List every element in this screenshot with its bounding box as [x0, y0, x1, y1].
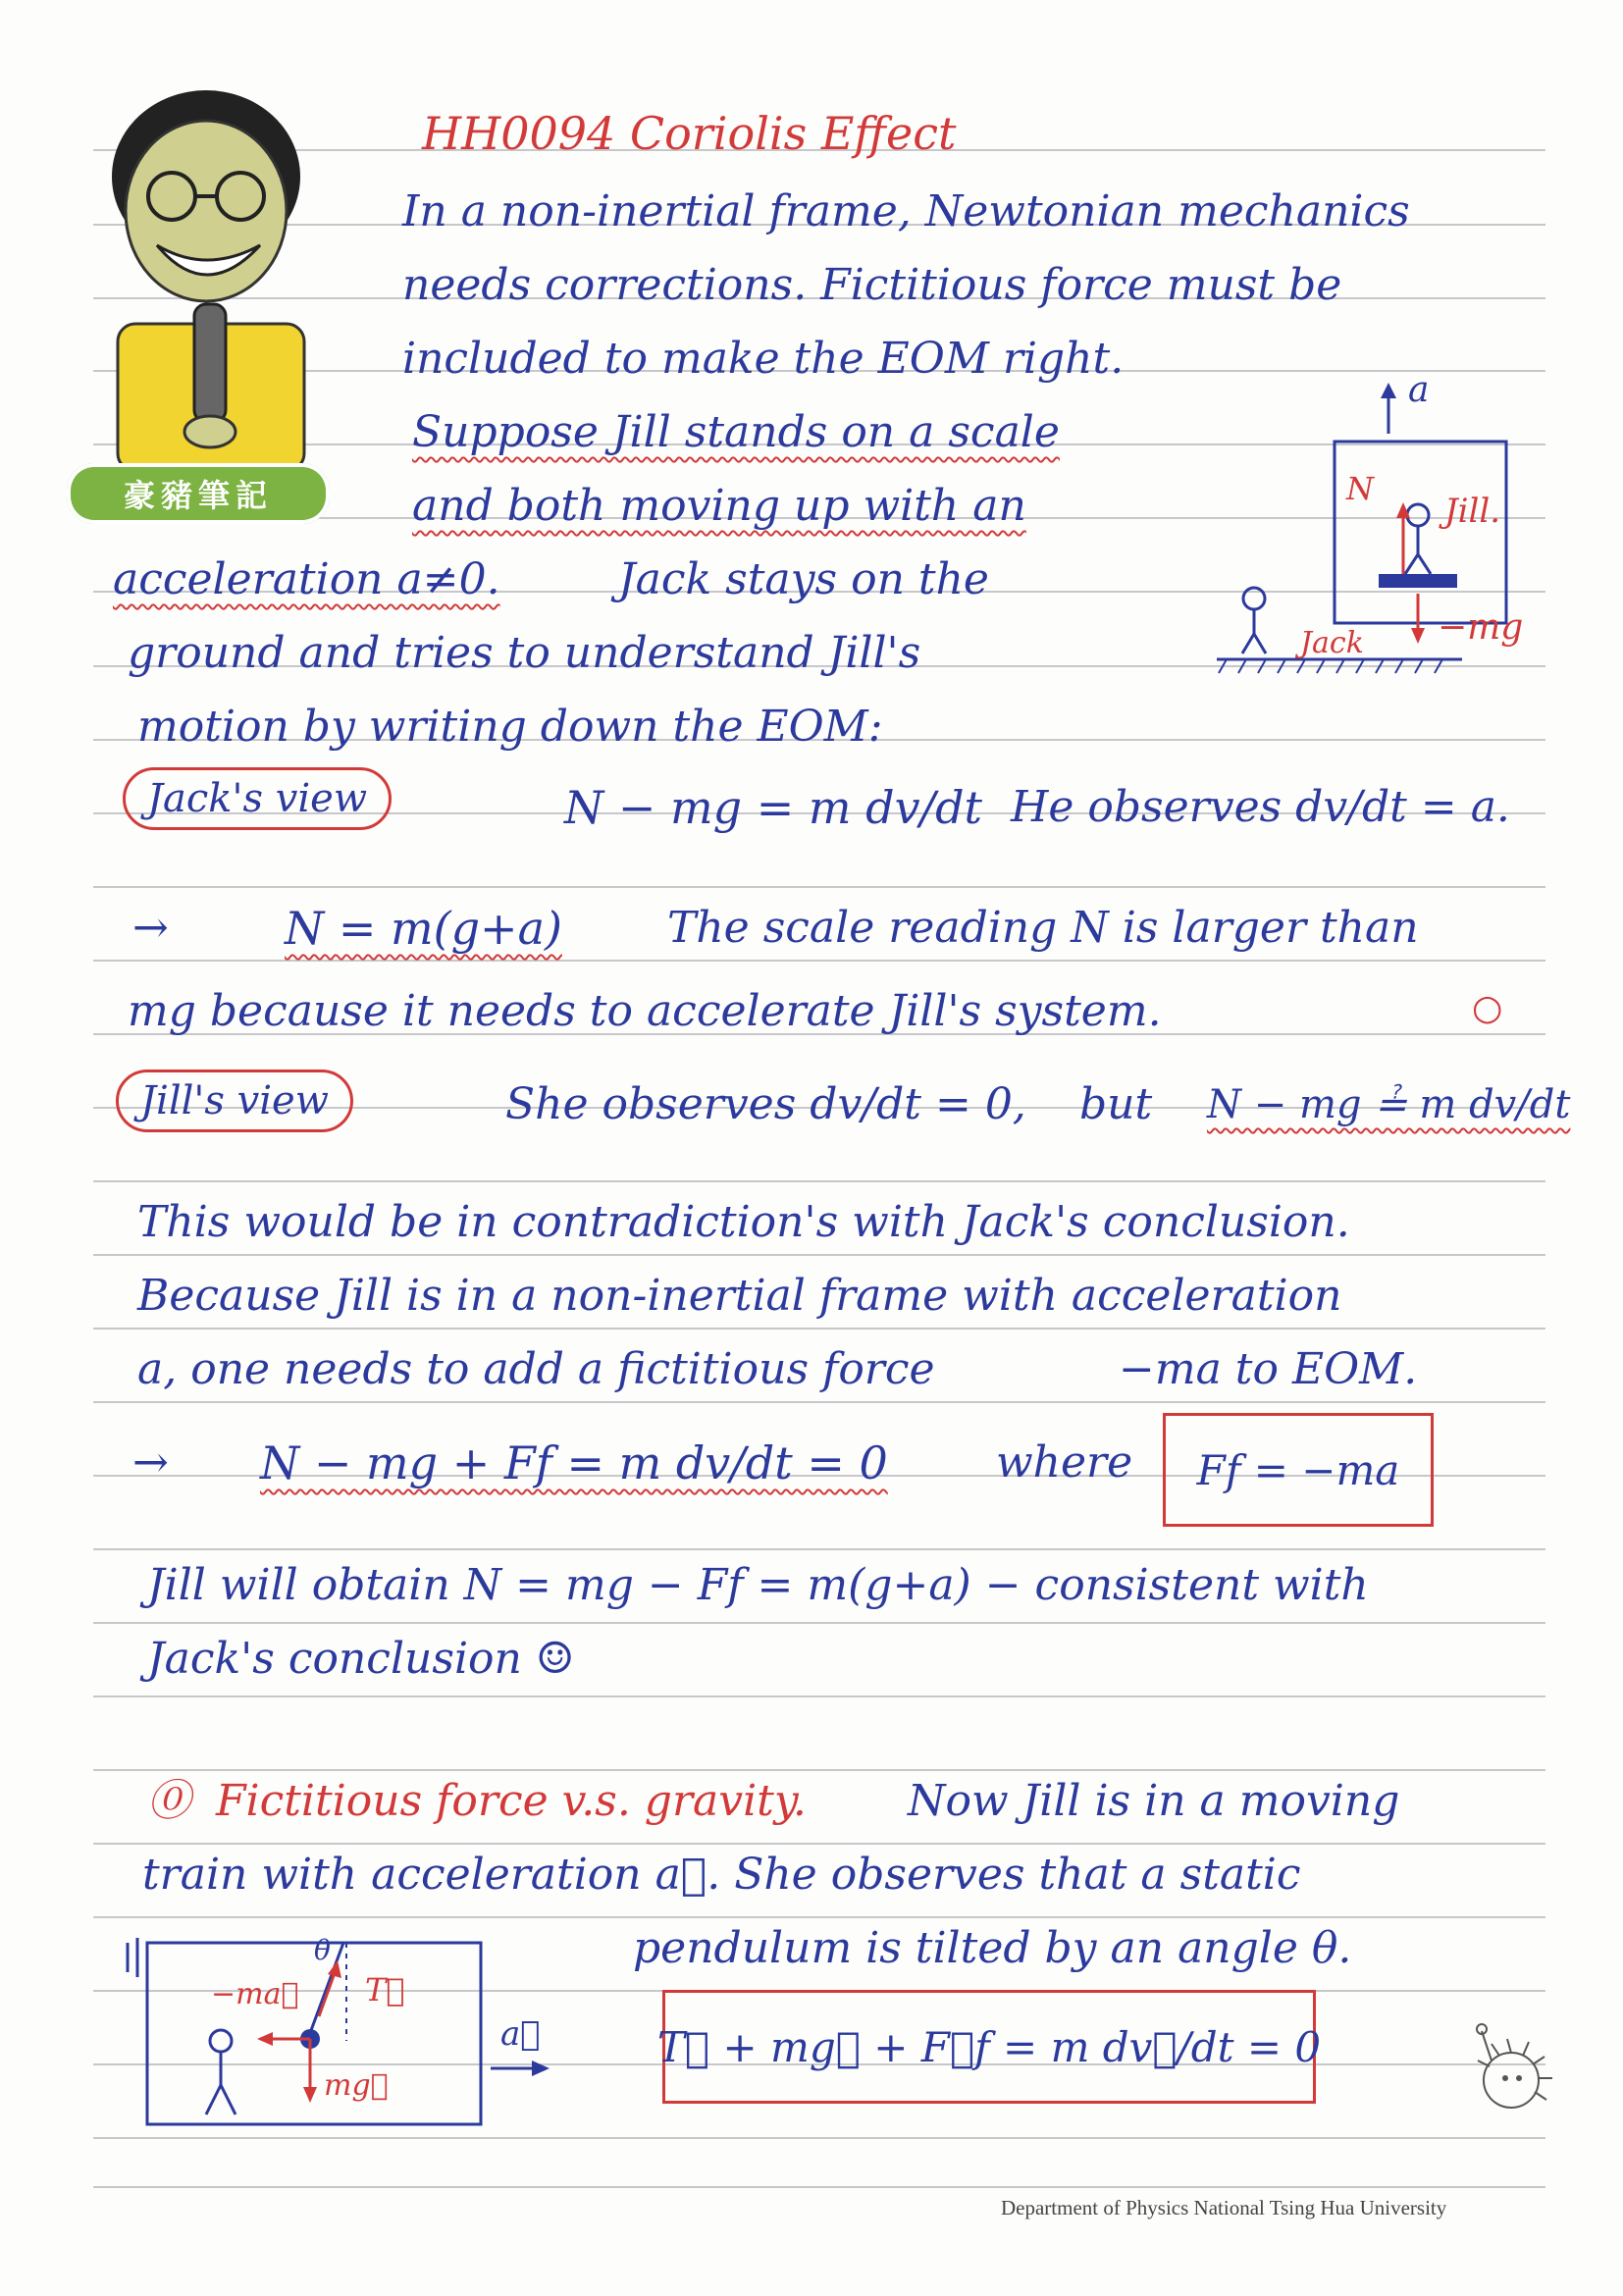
fictitious-force-box: Ff = −ma — [1163, 1413, 1434, 1527]
jack-view-label: Jack's view — [123, 767, 392, 830]
arrow-1: → — [132, 903, 169, 953]
jill-view-circle: ○ — [1472, 988, 1503, 1028]
gravity-line-2: train with acceleration a⃗. She observes that a static — [142, 1850, 1301, 1900]
jill-view-observation: She observes dv/dt = 0, — [505, 1079, 1026, 1129]
jill-view-equation: N − mg ≟ m dv/dt — [1207, 1082, 1571, 1127]
jill-view-label: Jill's view — [116, 1070, 353, 1132]
diagram2-mg-label: mg⃗ — [324, 2068, 389, 2103]
intro-line-7: ground and tries to understand Jill's — [128, 628, 921, 678]
intro-line-2: needs corrections. Fictitious force must be — [402, 260, 1342, 310]
mascot-illustration — [79, 78, 343, 491]
diagram2-a-label: a⃗ — [500, 2014, 541, 2054]
jack-explain-2: mg because it needs to accelerate Jill's system. — [128, 986, 1162, 1036]
diagram1-jack-label: Jack — [1300, 626, 1364, 660]
jack-view-result: N = m(g+a) — [285, 902, 562, 955]
contradiction-line-2: Because Jill is in a non-inertial frame with acceleration — [137, 1271, 1342, 1321]
intro-line-3: included to make the EOM right. — [402, 334, 1125, 384]
porcupine-doodle — [1462, 2021, 1570, 2129]
arrow-2: → — [132, 1437, 169, 1487]
diagram1-jill-label: Jill. — [1444, 492, 1501, 531]
jack-explain-1: The scale reading N is larger than — [667, 903, 1419, 953]
diagram1-n-label: N — [1346, 470, 1374, 507]
pendulum-equation-box: T⃗ + mg⃗ + F⃗f = m dv⃗/dt = 0 — [662, 1990, 1316, 2104]
intro-line-8: motion by writing down the EOM: — [137, 702, 883, 752]
diagram2-t-label: T⃗ — [365, 1971, 405, 2009]
contradiction-equation: N − mg + Ff = m dv/dt = 0 — [260, 1436, 888, 1489]
diagram2-ma-label: −ma⃗ — [211, 1977, 299, 2011]
contradiction-line-5: Jack's conclusion ☺ — [147, 1634, 575, 1684]
diagram1-mg-label: −mg — [1438, 607, 1524, 648]
contradiction-line-1: This would be in contradiction's with Jack's conclusion. — [137, 1197, 1350, 1247]
contradiction-line-3b: −ma to EOM. — [1119, 1344, 1418, 1394]
diagram2-theta-label: θ — [314, 1934, 331, 1966]
intro-line-6a: acceleration a≠0. — [113, 554, 500, 604]
where-label: where — [996, 1437, 1133, 1487]
intro-line-6b: Jack stays on the — [618, 554, 989, 604]
gravity-head-icon: ⓪ — [147, 1776, 190, 1826]
jill-view-but: but — [1079, 1079, 1153, 1129]
notes-badge: 豪豬筆記 — [67, 463, 330, 524]
intro-line-4: Suppose Jill stands on a scale — [412, 407, 1060, 457]
gravity-line-3: pendulum is tilted by an angle θ. — [633, 1923, 1352, 1973]
intro-line-1: In a non-inertial frame, Newtonian mechanics — [402, 186, 1410, 236]
footer-text: Department of Physics National Tsing Hua University — [1001, 2196, 1447, 2219]
contradiction-line-4: Jill will obtain N = mg − Ff = m(g+a) − consistent with — [147, 1560, 1369, 1610]
jack-view-observation: He observes dv/dt = a. — [1011, 782, 1510, 832]
gravity-heading: Fictitious force v.s. gravity. — [216, 1776, 807, 1826]
diagram1-a-label: a — [1408, 370, 1430, 410]
page-title: HH0094 Coriolis Effect — [422, 107, 957, 160]
gravity-line-1: Now Jill is in a moving — [908, 1776, 1400, 1826]
contradiction-line-3: a, one needs to add a fictitious force — [137, 1344, 935, 1394]
jack-view-equation: N − mg = m dv/dt — [564, 781, 982, 834]
intro-line-5: and both moving up with an — [412, 481, 1026, 531]
